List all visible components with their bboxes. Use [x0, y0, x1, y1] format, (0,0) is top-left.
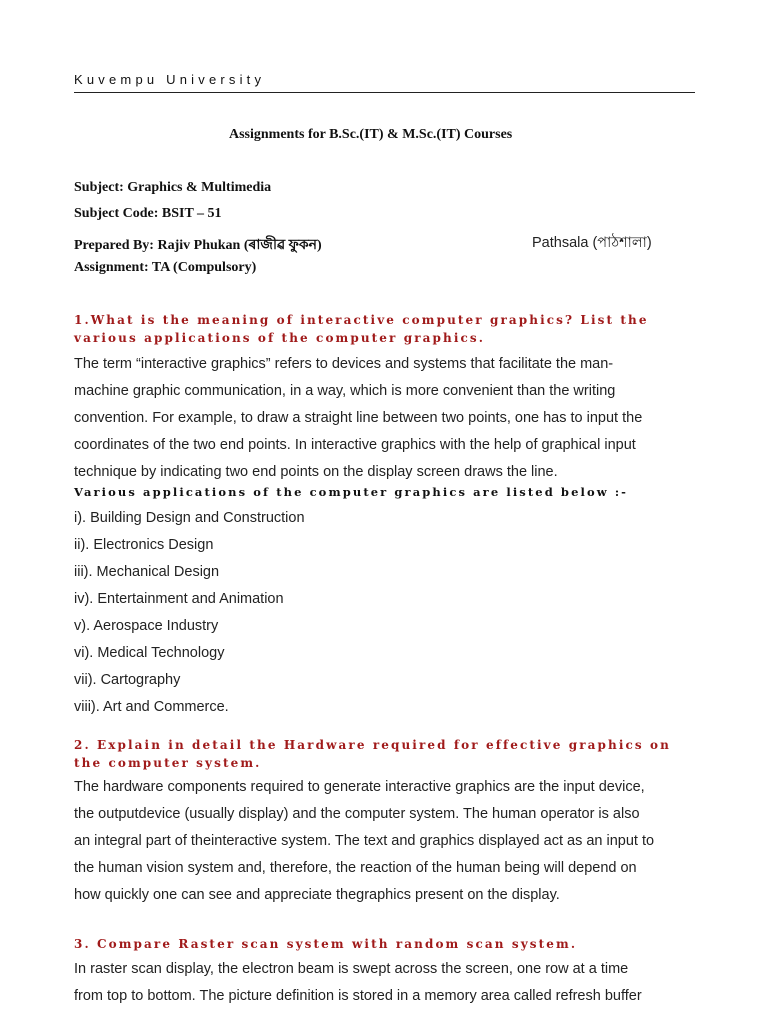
- answer-line: In raster scan display, the electron beam is swept across the screen, one row at a time: [74, 961, 629, 977]
- answer-line: the human vision system and, therefore, the reaction of the human being will depend on: [74, 860, 637, 876]
- question-2-heading: 2. Explain in detail the Hardware required for effective graphics on the computer system.: [74, 738, 671, 770]
- applications-subheading: Various applications of the computer graphics are listed below :-: [74, 485, 629, 499]
- pathsala-label: Pathsala (পাঠশালা): [532, 235, 652, 251]
- answer-line: from top to bottom. The picture definition is stored in a memory area called refresh buffer: [74, 988, 642, 1004]
- question-3-answer: [74, 956, 699, 1010]
- question-2-answer: [74, 774, 699, 909]
- list-item: vii). Cartography: [74, 672, 181, 688]
- answer-line: The term “interactive graphics” refers to devices and systems that facilitate the man-: [74, 356, 614, 372]
- answer-line: the outputdevice (usually display) and the computer system. The human operator is also: [74, 806, 640, 822]
- question-1-answer: [74, 351, 699, 486]
- list-item: iv). Entertainment and Animation: [74, 591, 284, 607]
- answer-line: technique by indicating two end points on the display screen draws the line.: [74, 464, 558, 480]
- answer-line: convention. For example, to draw a straight line between two points, one has to input the: [74, 410, 643, 426]
- applications-list: [74, 505, 305, 721]
- subject-code-line: Subject Code: BSIT – 51: [74, 206, 222, 221]
- list-item: vi). Medical Technology: [74, 645, 225, 661]
- answer-line: an integral part of theinteractive system. The text and graphics displayed act as an input to: [74, 833, 655, 849]
- question-3-heading: 3. Compare Raster scan system with random scan system.: [74, 937, 578, 951]
- list-item: viii). Art and Commerce.: [74, 699, 229, 715]
- list-item: v). Aerospace Industry: [74, 618, 219, 634]
- list-item: ii). Electronics Design: [74, 537, 214, 553]
- answer-line: how quickly one can see and appreciate thegraphics present on the display.: [74, 887, 560, 903]
- header-rule: [74, 92, 695, 93]
- question-1-heading: 1.What is the meaning of interactive computer graphics? List the various applications of the computer graphics.: [74, 313, 649, 345]
- answer-line: The hardware components required to generate interactive graphics are the input device,: [74, 779, 645, 795]
- assignment-line: Assignment: TA (Compulsory): [74, 260, 257, 275]
- answer-line: coordinates of the two end points. In interactive graphics with the help of graphical input: [74, 437, 636, 453]
- subject-line: Subject: Graphics & Multimedia: [74, 180, 272, 195]
- document-title: Assignments for B.Sc.(IT) & M.Sc.(IT) Courses: [229, 127, 513, 142]
- prepared-by-line: Prepared By: Rajiv Phukan (ৰাজীৱ ফুকন): [74, 238, 322, 253]
- list-item: iii). Mechanical Design: [74, 564, 220, 580]
- university-header: Kuvempu University: [74, 72, 266, 87]
- answer-line: machine graphic communication, in a way, which is more convenient than the writing: [74, 383, 616, 399]
- list-item: i). Building Design and Construction: [74, 510, 305, 526]
